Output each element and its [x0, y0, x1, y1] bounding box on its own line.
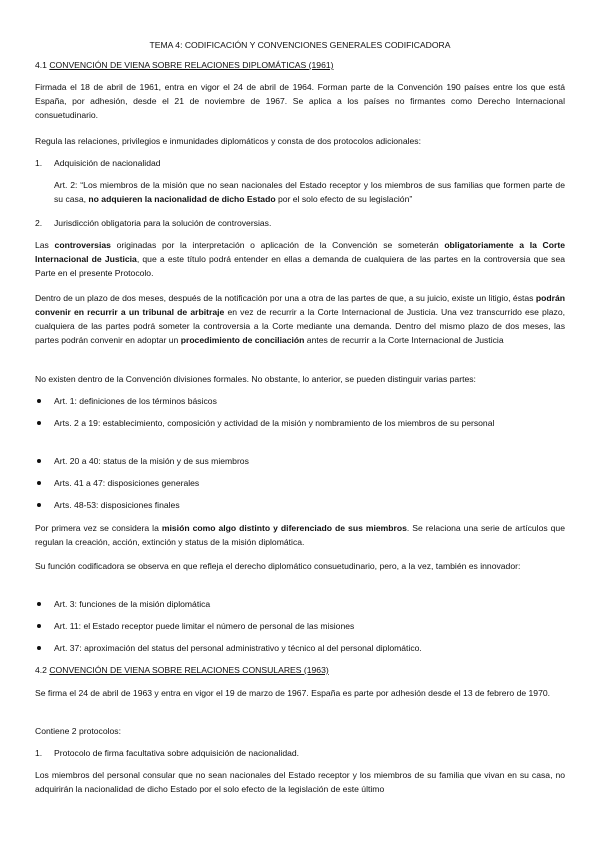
bold-text: podrán convenir en recurrir a un tribunal de arbitraje [35, 293, 565, 317]
bullet-icon [37, 602, 41, 606]
item-number: 2. [35, 218, 43, 228]
text: en vez de recurrir a la Corte Internacional de Justicia. Una vez transcurrido ese plazo, cualquiera de las partes podrá someter la controversia a la Corte mediante una demanda. Dentro del mismo plazo de dos meses, las partes podrán convenir en adoptar un [35, 307, 565, 345]
text: Dentro de un plazo de dos meses, después de la notificación por una a otra de las partes de que, a su juicio, existe un litigio, éstas [35, 293, 536, 303]
quote-text: Art. 2: “Los miembros de la misión que no sean nacionales del Estado receptor y los miembros de sus familias que formen parte de su casa, [54, 180, 565, 204]
bold-text: obligatoriamente a la Corte Internacional de Justicia [35, 240, 565, 264]
text: Las [35, 240, 55, 250]
text: Por primera vez se considera la [35, 523, 162, 533]
item-text: Adquisición de nacionalidad [54, 158, 161, 168]
text: antes de recurrir a la Corte Internacional de Justicia [304, 335, 504, 345]
list-item-text: Art. 20 a 40: status de la misión y de sus miembros [54, 456, 249, 466]
list-item-text: Art. 3: funciones de la misión diplomática [54, 599, 211, 609]
bold-text: procedimiento de conciliación [180, 335, 305, 345]
page-title: TEMA 4: CODIFICACIÓN Y CONVENCIONES GENERALES CODIFICADORA [149, 40, 451, 50]
section-title: CONVENCIÓN DE VIENA SOBRE RELACIONES DIPLOMÁTICAS (1961) [49, 60, 334, 70]
text: , que a este título podrá entender en ellas a demanda de cualquiera de las partes en la controversia que sea Parte en el presente Protocolo. [35, 254, 566, 278]
paragraph: Contiene 2 protocolos: [35, 726, 121, 736]
bold-text: controversias [54, 240, 111, 250]
section-heading-4-2 [35, 663, 565, 677]
item-number: 1. [35, 158, 43, 168]
paragraph: Se firma el 24 de abril de 1963 y entra en vigor el 19 de marzo de 1967. España es parte por adhesión desde el 13 de febrero de 1970. [35, 688, 551, 698]
paragraph [35, 521, 565, 549]
item-text: Protocolo de firma facultativa sobre adquisición de nacionalidad. [54, 748, 300, 758]
list-item-text: Art. 11: el Estado receptor puede limitar el número de personal de las misiones [54, 621, 355, 631]
section-title: CONVENCIÓN DE VIENA SOBRE RELACIONES CONSULARES (1963) [49, 665, 329, 675]
paragraph: Firmada el 18 de abril de 1961, entra en vigor el 24 de abril de 1964. Forman parte de la Convención 190 países entre los que está España, por adhesión, desde el 21 de noviembre de 1967. Se aplica a los países no firmantes como Derecho Internacional consuetudinario. [35, 82, 565, 120]
text: . Se relaciona una serie de artículos que regulan la creación, acción, extinción y status de la misión diplomática. [35, 523, 565, 547]
list-item-text: Arts. 41 a 47: disposiciones generales [54, 478, 200, 488]
list-item-text: Arts. 48-53: disposiciones finales [54, 500, 180, 510]
quote-paragraph [54, 178, 565, 206]
item-text: Jurisdicción obligatoria para la solución de controversias. [54, 218, 272, 228]
quote-text: por el solo efecto de su legislación” [275, 194, 413, 204]
paragraph [35, 238, 565, 280]
section-number: 4.1 [35, 60, 47, 70]
section-number: 4.2 [35, 665, 47, 675]
paragraph: Su función codificadora se observa en que refleja el derecho diplomático consuetudinario, pero, a la vez, también es innovador: [35, 561, 521, 571]
paragraph: Regula las relaciones, privilegios e inmunidades diplomáticos y consta de dos protocolos adicionales: [35, 136, 421, 146]
bullet-icon [37, 399, 41, 403]
paragraph [35, 291, 565, 347]
text: originadas por la interpretación o aplicación de la Convención se someterán [110, 240, 445, 250]
list-item-text: Art. 1: definiciones de los términos básicos [54, 396, 217, 406]
bullet-icon [37, 421, 41, 425]
bullet-icon [37, 646, 41, 650]
paragraph: Los miembros del personal consular que no sean nacionales del Estado receptor y los miembros de su familia que vivan en su casa, no adquirirán la nacionalidad de dicho Estado por el solo efecto de la legislación de este último [35, 770, 565, 794]
quote-bold: no adquieren la nacionalidad de dicho Estado [88, 194, 276, 204]
bullet-icon [37, 503, 41, 507]
bullet-icon [37, 624, 41, 628]
list-item-text: Art. 37: aproximación del status del personal administrativo y técnico al del personal diplomático. [54, 643, 422, 653]
bullet-icon [37, 459, 41, 463]
section-heading-4-1 [35, 58, 565, 72]
bullet-icon [37, 481, 41, 485]
paragraph: No existen dentro de la Convención divisiones formales. No obstante, lo anterior, se pueden distinguir varias partes: [35, 374, 476, 384]
item-number: 1. [35, 748, 43, 758]
bold-text: misión como algo distinto y diferenciado de sus miembros [161, 523, 407, 533]
list-item-text: Arts. 2 a 19: establecimiento, composición y actividad de la misión y nombramiento de los miembros de su personal [54, 418, 495, 428]
